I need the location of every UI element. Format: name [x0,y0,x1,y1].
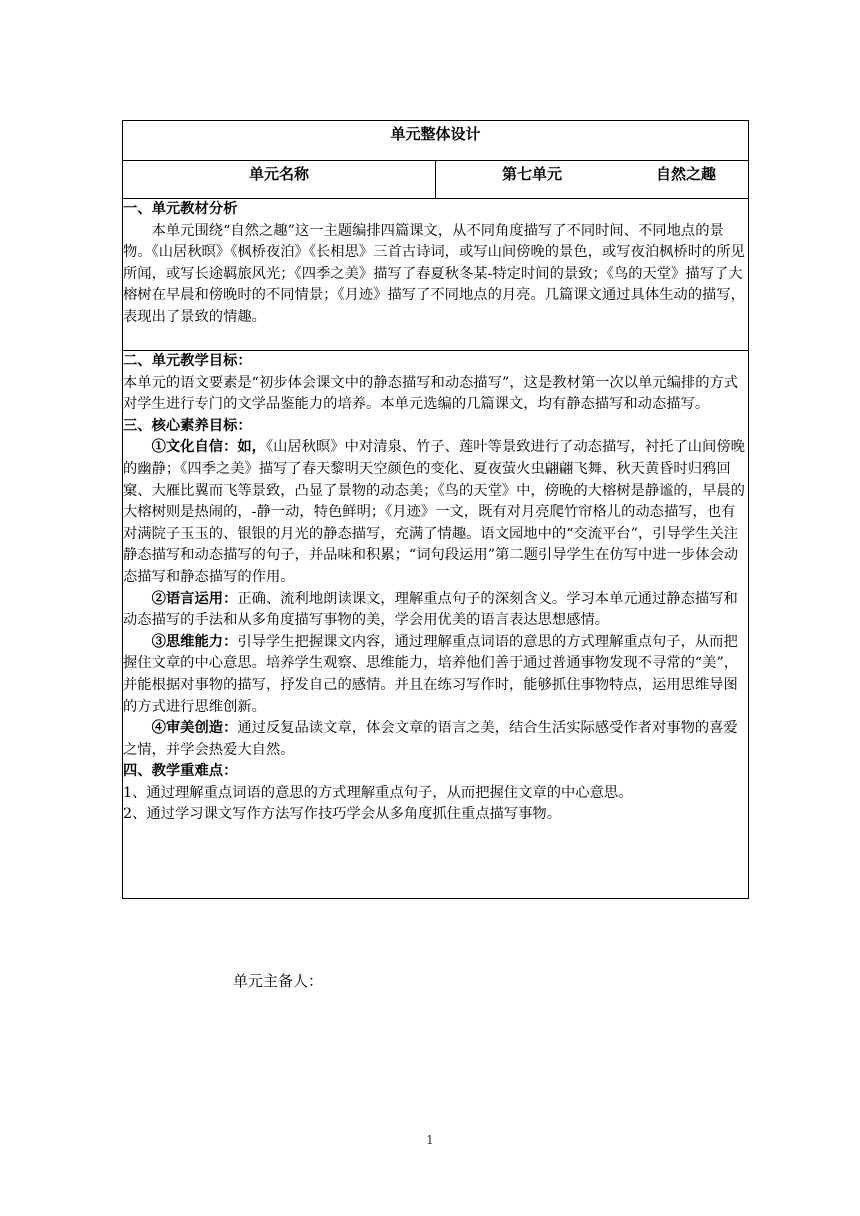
unit-name-label: 单元名称 [123,161,436,199]
literacy-label: ①文化自信：如， [151,439,266,456]
literacy-item-language [123,589,748,632]
literacy-text: 《山居秋暝》中对清泉、竹子、莲叶等景致进行了动态描写，衬托了山间傍晚的幽静；《四季之美》描写了春天黎明天空颜色的变化、夏夜萤火虫翩翩飞舞、秋天黄昏时归鸦回窠、大雁比翼而飞等景致，凸显了景物的动态美；《鸟的天堂》中，傍晚的大榕树是静谧的，早晨的大榕树则是热闹的，-静一动，特色鲜明；《月迹》一文，既有对月亮爬竹帘格儿的动态描写，也有对满院子玉玉的、银银的月光的静态描写，充满了情趣。语文园地中的“交流平台”，引导学生关注静态描写和动态描写的句子，并品味和积累；“词句段运用”第二题引导学生在仿写中进一步体会动态描写和静态描写的作用。 [123,439,745,585]
literacy-text: 通过反复品读文章，体会文章的语言之美，结合生活实际感受作者对事物的喜爱之情，并学会热爱大自然。 [123,720,738,758]
literacy-item-aesthetic [123,718,748,761]
section3-heading: 三、核心素养目标： [123,417,252,434]
unit-number: 第七单元 [502,165,563,183]
unit-preparer-label: 单元主备人： [233,972,324,990]
section1-body: 本单元围绕“自然之趣”这一主题编排四篇课文，从不同角度描写了不同时间、不同地点的景物。《山居秋暝》《枫桥夜泊》《长相思》三首古诗词，或写山间傍晚的景色，或写夜泊枫桥时的所见所闻，或写长途羁旅风光；《四季之美》描写了春夏秋冬某-特定时间的景致；《鸟的天堂》描写了大榕树在早晨和傍晚时的不同情景；《月迹》描写了不同地点的月亮。几篇课文通过具体生动的描写，表现出了景致的情趣。 [123,222,745,325]
section2-body: 本单元的语文要素是“初步体会课文中的静态描写和动态描写”，这是教材第一次以单元编排的方式对学生进行专门的文学品鉴能力的培养。本单元选编的几篇课文，均有静态描写和动态描写。 [123,374,739,413]
unit-design-table [122,120,749,899]
section4-heading: 四、教学重难点： [123,763,238,780]
section2-heading: 二、单元教学目标： [123,353,252,369]
unit-name-value [436,161,749,199]
goals-cell [123,351,749,899]
key-point-2: 2、通过学习课文写作方法写作技巧学会从多角度抓住重点描写事物。 [123,806,561,823]
literacy-item-thinking [123,632,748,718]
literacy-label: ④审美创造： [151,720,238,737]
section1-heading: 一、单元教材分析 [123,201,238,217]
page-number: 1 [426,1133,434,1147]
textbook-analysis-cell [123,199,749,351]
literacy-text: 引导学生把握课文内容，通过理解重点词语的意思的方式理解重点句子，从而把握住文章的中心意思。培养学生观察、思维能力，培养他们善于通过普通事物发现不寻常的“美”，并能根据对事物的描写，抒发自己的感情。并且在练习写作时，能够抓住事物特点，运用思维导图的方式进行思维创新。 [123,633,739,715]
literacy-text: 正确、流利地朗读课文，理解重点句子的深刻含义。学习本单元通过静态描写和动态描写的手法和从多角度描写事物的美，学会用优美的语言表达思想感情。 [123,590,738,629]
table-title: 单元整体设计 [123,121,749,161]
literacy-item-culture [123,437,748,588]
literacy-label: ③思维能力： [151,633,238,650]
unit-theme: 自然之趣 [656,165,717,183]
literacy-label: ②语言运用： [151,590,238,607]
key-point-1: 1、通过理解重点词语的意思的方式理解重点句子，从而把握住文章的中心意思。 [123,784,633,801]
